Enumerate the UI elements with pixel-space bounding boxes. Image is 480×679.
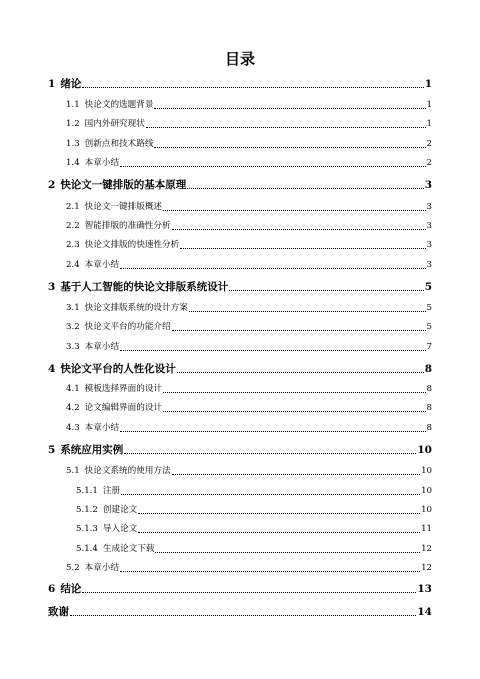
toc-entry[interactable] [66, 340, 432, 354]
toc-entry-label [76, 522, 137, 536]
toc-entry-label [66, 137, 153, 151]
toc-entry-page-number: 5 [426, 322, 432, 332]
toc-entry-page-number: 8 [424, 363, 432, 375]
toc-entry-page-number: 10 [417, 444, 432, 456]
dot-leader [172, 228, 426, 230]
toc-entry-page-number: 8 [426, 423, 432, 433]
toc-entry-title: 创建论文 [102, 505, 138, 515]
toc-entry-page-number: 3 [426, 202, 432, 212]
toc-entry-page-number: 2 [426, 158, 432, 168]
dot-leader [154, 146, 425, 148]
toc-entry-number: 1.3 [66, 139, 80, 149]
toc-entry-title: 快论文系统的使用方法 [84, 466, 171, 476]
toc-entry-label [76, 542, 154, 556]
toc-entry-page-number: 7 [426, 342, 432, 352]
toc-entry-page-number: 1 [424, 78, 432, 90]
toc-entry[interactable] [66, 137, 432, 151]
toc-entry-number: 5.1.3 [76, 524, 98, 534]
toc-entry-page-number: 12 [421, 563, 432, 573]
toc-entry-label [48, 362, 176, 376]
toc-entry[interactable] [66, 382, 432, 396]
toc-entry-label [66, 117, 145, 131]
page-title: 目录 [224, 50, 255, 68]
toc-entry-label [66, 301, 188, 315]
toc-entry[interactable] [66, 156, 432, 170]
toc-entry-number: 5.2 [66, 563, 80, 573]
toc-entry[interactable] [66, 464, 432, 478]
toc-entry-label [48, 77, 81, 91]
toc-entry[interactable] [48, 280, 432, 294]
dot-leader [163, 410, 426, 412]
toc-entry[interactable] [48, 582, 432, 596]
toc-entry-page-number: 1 [426, 119, 432, 129]
toc-entry-title: 快论文一键排版的基本原理 [60, 179, 187, 191]
toc-entry-number: 1.1 [66, 100, 80, 110]
toc-entry[interactable] [66, 219, 432, 233]
toc-entry-number: 2.2 [66, 221, 80, 231]
toc-entry-label [66, 464, 171, 478]
toc-entry[interactable] [66, 561, 432, 575]
toc-entry-number: 5.1.4 [76, 544, 98, 554]
toc-entry-title: 论文编辑界面的设计 [84, 403, 163, 413]
toc-entry-number: 1.4 [66, 158, 80, 168]
toc-entry-label [76, 503, 137, 517]
toc-entry-label [66, 156, 119, 170]
toc-entry[interactable] [66, 421, 432, 435]
toc-entry[interactable] [66, 200, 432, 214]
toc-entry-page-number: 5 [424, 281, 432, 293]
toc-entry[interactable] [66, 117, 432, 131]
toc-entry-page-number: 10 [421, 505, 432, 515]
dot-leader [172, 329, 426, 331]
toc-entry-title: 绪论 [60, 78, 82, 90]
toc-entry[interactable] [48, 178, 432, 192]
toc-entry-title: 本章小结 [84, 563, 120, 573]
toc-entry-title: 快论文平台的功能介绍 [84, 322, 171, 332]
toc-entry-title: 快论文的选题背景 [84, 100, 154, 110]
toc-entry-page-number: 10 [421, 466, 432, 476]
toc-entry[interactable] [48, 443, 432, 457]
toc-entry-number: 2 [48, 179, 56, 191]
toc-entry-label [66, 382, 162, 396]
dot-leader [120, 267, 425, 269]
dot-leader [120, 165, 425, 167]
toc-entry-number: 4.2 [66, 403, 80, 413]
toc-entry-number: 2.4 [66, 260, 80, 270]
toc-entry-label [66, 219, 171, 233]
toc-entry-label [66, 340, 119, 354]
toc-entry-title: 快论文排版系统的设计方案 [84, 303, 188, 313]
toc-entry-number: 5.1.1 [76, 486, 98, 496]
toc-entry-label [48, 443, 123, 457]
toc-entry-number: 3.2 [66, 322, 80, 332]
toc-entry[interactable] [66, 320, 432, 334]
toc-entry-page-number: 13 [417, 583, 432, 595]
dot-leader [121, 493, 420, 495]
toc-entry[interactable] [48, 605, 432, 619]
toc-entry-page-number: 10 [421, 486, 432, 496]
dot-leader [82, 591, 416, 593]
dot-leader [120, 570, 420, 572]
toc-entry-label [66, 98, 153, 112]
toc-entry-title: 本章小结 [84, 342, 120, 352]
toc-entry-number: 5.1.2 [76, 505, 98, 515]
toc-entry-title: 注册 [102, 486, 121, 496]
toc-entry-title: 生成论文下载 [102, 544, 155, 554]
dot-leader [138, 512, 420, 514]
toc-entry-number: 5 [48, 444, 56, 456]
toc-entry-number: 2.1 [66, 202, 80, 212]
toc-entry-title: 模板选择界面的设计 [84, 384, 163, 394]
toc-entry[interactable] [66, 258, 432, 272]
toc-entry-title: 快论文排版的快速性分析 [84, 240, 180, 250]
toc-entry-page-number: 1 [426, 100, 432, 110]
dot-leader [82, 86, 423, 88]
toc-entry-page-number: 2 [426, 139, 432, 149]
toc-entry-title: 系统应用实例 [60, 444, 124, 456]
toc-entry-number: 5.1 [66, 466, 80, 476]
toc-entry[interactable] [66, 98, 432, 112]
dot-leader [177, 371, 424, 373]
dot-leader [146, 126, 426, 128]
toc-entry-title: 导入论文 [102, 524, 138, 534]
dot-leader [138, 531, 420, 533]
toc-entry-page-number: 14 [417, 606, 432, 618]
toc-entry[interactable] [66, 301, 432, 315]
toc-entry-title: 本章小结 [84, 423, 120, 433]
toc-entry[interactable] [66, 238, 432, 252]
toc-entry-label [66, 320, 171, 334]
toc-entry-number: 4 [48, 363, 56, 375]
toc-entry-label [66, 401, 162, 415]
toc-entry-label [66, 421, 119, 435]
toc-entry[interactable] [48, 362, 432, 376]
toc-entry-number: 4.3 [66, 423, 80, 433]
toc-entry-page-number: 3 [424, 179, 432, 191]
toc-entry-label [48, 178, 186, 192]
toc-entry-label [48, 280, 228, 294]
toc-entry-page-number: 8 [426, 384, 432, 394]
dot-leader [70, 614, 416, 616]
toc-entry-number: 1.2 [66, 119, 80, 129]
toc-entry-label [66, 561, 119, 575]
dot-leader [229, 289, 423, 291]
dot-leader [189, 310, 426, 312]
dot-leader [124, 452, 416, 454]
toc-entry-label [76, 484, 120, 498]
dot-leader [163, 391, 426, 393]
toc-entry-title: 快论文一键排版概述 [84, 202, 163, 212]
toc-entry-title: 本章小结 [84, 260, 120, 270]
toc-entry-number: 1 [48, 78, 56, 90]
toc-entry[interactable] [76, 484, 432, 498]
toc-entry-number: 4.1 [66, 384, 80, 394]
dot-leader [154, 107, 425, 109]
toc-entry[interactable] [66, 401, 432, 415]
toc-entry-label [48, 582, 81, 596]
toc-entry-page-number: 8 [426, 403, 432, 413]
toc-entry-page-number: 11 [421, 524, 432, 534]
toc-entry[interactable] [76, 542, 432, 556]
toc-entry-title: 智能排版的准确性分析 [84, 221, 171, 231]
toc-entry-number: 2.3 [66, 240, 80, 250]
dot-leader [120, 349, 425, 351]
toc-entry-page-number: 3 [426, 221, 432, 231]
toc-entry-title: 基于人工智能的快论文排版系统设计 [60, 281, 229, 293]
toc-entry-page-number: 3 [426, 260, 432, 270]
toc-entry-label [66, 258, 119, 272]
toc-entry-page-number: 3 [426, 240, 432, 250]
dot-leader [163, 209, 426, 211]
dot-leader [172, 473, 420, 475]
toc-entry-number: 3.1 [66, 303, 80, 313]
toc-entry-number: 6 [48, 583, 56, 595]
dot-leader [187, 187, 423, 189]
toc-entry-label [66, 200, 162, 214]
toc-entry-title: 国内外研究现状 [84, 119, 145, 129]
toc-entry-page-number: 5 [426, 303, 432, 313]
toc-entry-label [66, 238, 179, 252]
toc-entry-title: 本章小结 [84, 158, 120, 168]
toc-entry-number: 3 [48, 281, 56, 293]
dot-leader [155, 551, 420, 553]
toc-entry-number: 3.3 [66, 342, 80, 352]
toc-entry-title: 创新点和技术路线 [84, 139, 154, 149]
toc-entry-page-number: 12 [421, 544, 432, 554]
dot-leader [180, 247, 425, 249]
toc-entry-title: 致谢 [48, 606, 69, 618]
dot-leader [120, 430, 425, 432]
toc-entry[interactable] [76, 503, 432, 517]
toc-entry-title: 快论文平台的人性化设计 [60, 363, 176, 375]
toc-entry-label [48, 605, 69, 619]
toc-entry[interactable] [48, 77, 432, 91]
toc-entry-title: 结论 [60, 583, 82, 595]
toc-entry[interactable] [76, 522, 432, 536]
